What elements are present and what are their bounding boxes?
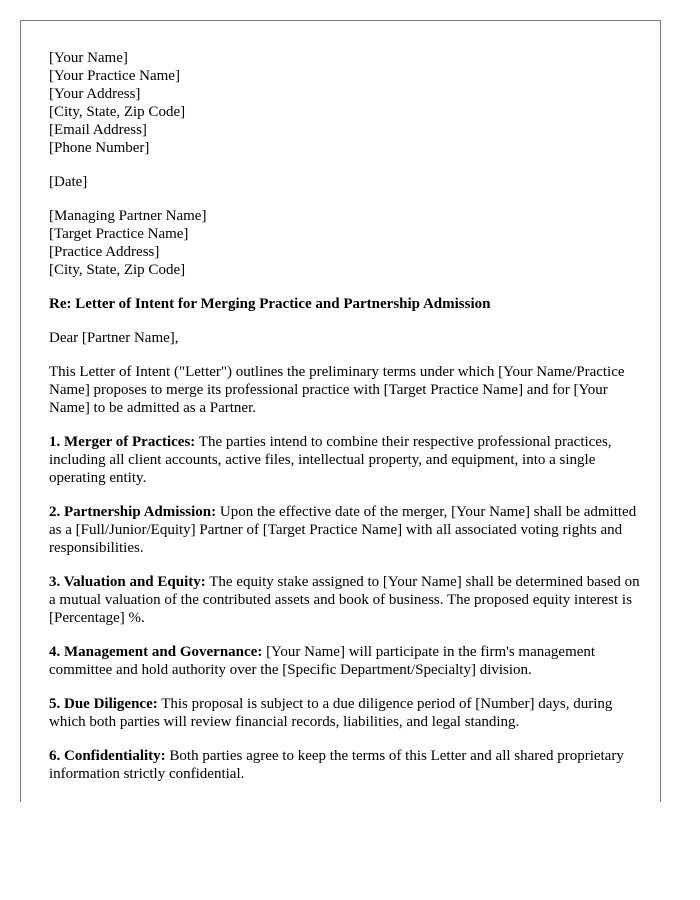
- sender-city: [City, State, Zip Code]: [49, 104, 186, 120]
- sender-practice: [Your Practice Name]: [49, 68, 180, 84]
- sender-email: [Email Address]: [49, 122, 147, 138]
- sender-phone: [Phone Number]: [49, 140, 150, 156]
- section-title: 4. Management and Governance:: [49, 644, 263, 660]
- date-block: [49, 173, 641, 191]
- sender-name: [Your Name]: [49, 50, 128, 66]
- letter-content: [49, 49, 641, 799]
- intro-paragraph: This Letter of Intent ("Letter") outlines the preliminary terms under which [Your Name/Practice Name] proposes to merge its professional practice with [Target Practice Name] and for [Your Name] to be admitted as a Partner.: [49, 364, 625, 416]
- recipient-partner: [Managing Partner Name]: [49, 208, 207, 224]
- section-partnership: [49, 503, 641, 557]
- section-governance: [49, 643, 641, 679]
- section-valuation: [49, 573, 641, 627]
- section-body: [Your Name] will participate in the firm's management committee and hold authority over the [Specific Department/Specialty] division.: [49, 644, 596, 678]
- salutation: Dear [Partner Name],: [49, 330, 179, 346]
- recipient-practice: [Target Practice Name]: [49, 226, 189, 242]
- section-title: 5. Due Diligence:: [49, 696, 158, 712]
- section-merger: [49, 433, 641, 487]
- section-title: 6. Confidentiality:: [49, 748, 166, 764]
- section-body: Both parties agree to keep the terms of this Letter and all shared proprietary information strictly confidential.: [49, 748, 624, 782]
- letter-page: [20, 20, 661, 802]
- section-title: 3. Valuation and Equity:: [49, 574, 206, 590]
- recipient-block: [49, 207, 641, 279]
- section-body: The equity stake assigned to [Your Name] shall be determined based on a mutual valuation of the contributed assets and book of business. The proposed equity interest is [Percentage] %.: [49, 574, 640, 626]
- recipient-address: [Practice Address]: [49, 244, 160, 260]
- recipient-city: [City, State, Zip Code]: [49, 262, 186, 278]
- subject-line: Re: Letter of Intent for Merging Practice and Partnership Admission: [49, 296, 491, 312]
- letter-date: [Date]: [49, 174, 88, 190]
- sender-block: [49, 49, 641, 157]
- section-title: 2. Partnership Admission:: [49, 504, 217, 520]
- section-due-diligence: [49, 695, 641, 731]
- section-body: The parties intend to combine their respective professional practices, including all client accounts, active files, intellectual property, and equipment, into a single operating entity.: [49, 434, 612, 486]
- section-title: 1. Merger of Practices:: [49, 434, 196, 450]
- section-confidentiality: [49, 747, 641, 783]
- section-body: This proposal is subject to a due diligence period of [Number] days, during which both parties will review financial records, liabilities, and legal standing.: [49, 696, 613, 730]
- sender-address: [Your Address]: [49, 86, 141, 102]
- section-body: Upon the effective date of the merger, [Your Name] shall be admitted as a [Full/Junior/Equity] Partner of [Target Practice Name] with all associated voting rights and responsibilities.: [49, 504, 637, 556]
